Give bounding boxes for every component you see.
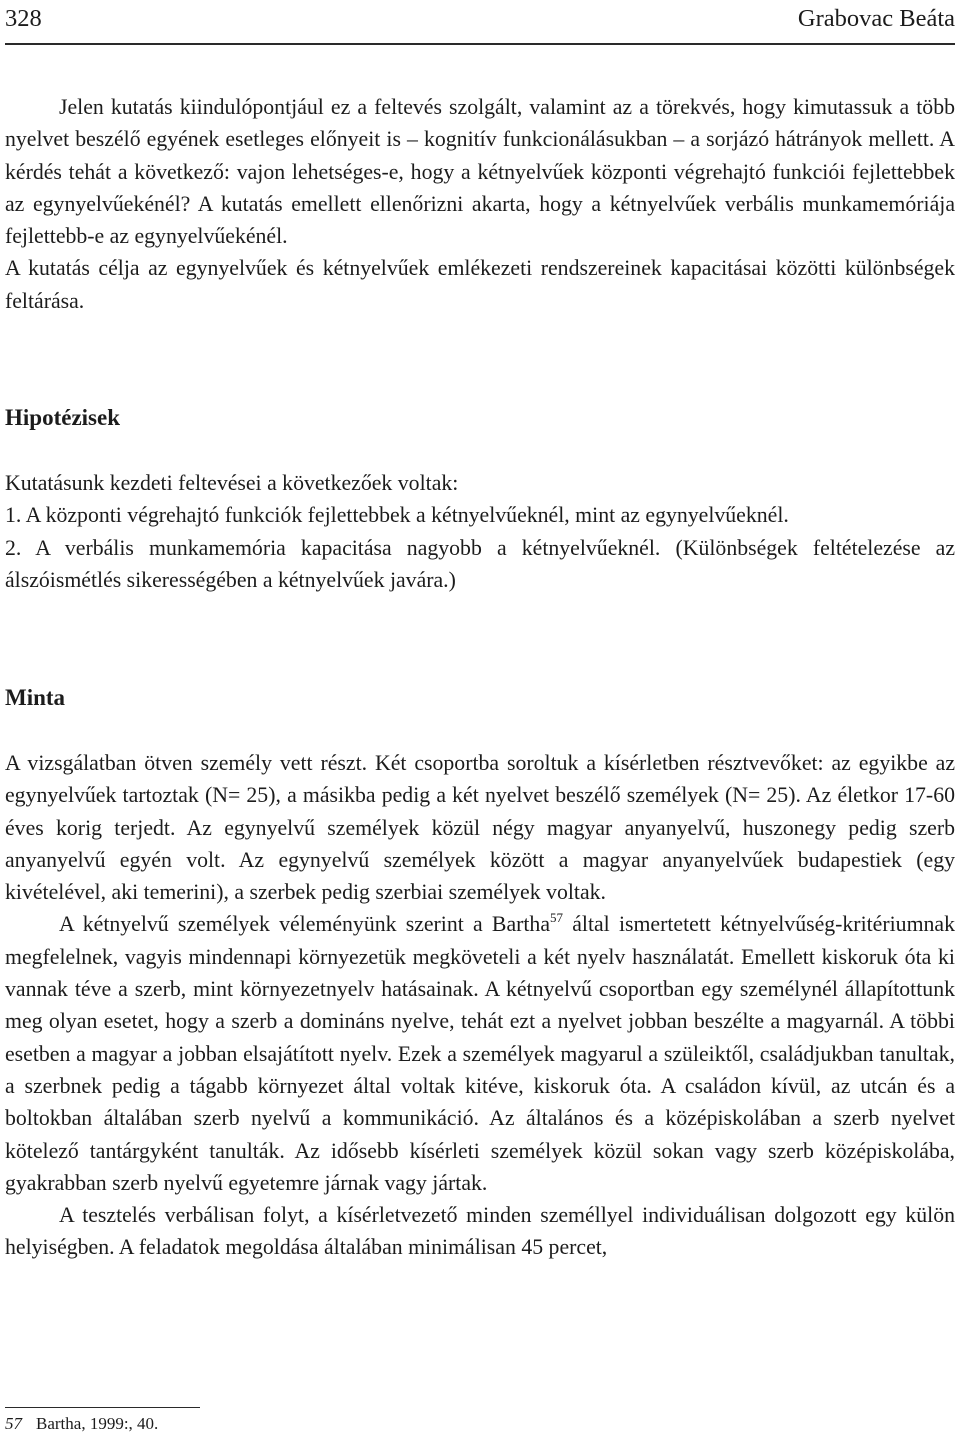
heading-hypotheses: Hipotézisek xyxy=(5,405,120,430)
sample-paragraph-1: A vizsgálatban ötven személy vett részt. Két csoportba soroltuk a kísérletben résztvevőket: az egyikbe az egynyelvűek tartoztak (N= 25), a másikba pedig a két nyelvet beszélő személyek (N= 25). Az életkor 17-60 éves korig terjedt. Az egynyelvű személyek közül négy magyar anyanyelvű, huszonegy pedig szerb anyanyelvű egyén volt. Az egynyelvű személyek között a magyar anyanyelvűek budapestiek (egy kivételével, aki temerini), a szerbek pedig szerbiai személyek voltak. xyxy=(5,751,955,905)
sample-paragraph-3: A tesztelés verbálisan folyt, a kísérletvezető minden személlyel individuálisan dolgozott egy külön helyiségben. A feladatok megoldása általában minimálisan 45 percet, xyxy=(5,1203,955,1260)
page-number: 328 xyxy=(5,5,42,32)
footnote-rule xyxy=(5,1407,200,1408)
intro-paragraph-2: A kutatás célja az egynyelvűek és kétnyelvűek emlékezeti rendszereinek kapacitásai közötti különbségek feltárása. xyxy=(5,256,955,313)
hypothesis-item-2: 2. A verbális munkamemória kapacitása nagyobb a kétnyelvűeknél. (Különbségek feltételezése az álszóismétlés sikerességében a kétnyelvűek javára.) xyxy=(5,535,955,592)
intro-paragraph-1: Jelen kutatás kiindulópontjául ez a feltevés szolgált, valamint az a törekvés, hogy kimutassuk a több nyelvet beszélő egyének esetleges előnyeit is – kognitív funkcionálásukban – a sorjázó hátrányok mellett. A kérdés tehát a következő: vajon lehetséges-e, hogy a kétnyelvűek központi végrehajtó funkciói fejlettebbek az egynyelvűekénél? A kutatás emellett ellenőrizni akarta, hogy a kétnyelvűek verbális munkamemóriája fejlettebb-e az egynyelvűekénél. xyxy=(5,95,955,249)
hypothesis-item-1: 1. A központi végrehajtó funkciók fejlettebbek a kétnyelvűeknél, mint az egynyelvűeknél. xyxy=(5,503,789,528)
sample-paragraph-2 xyxy=(5,908,955,1199)
hypotheses-lead: Kutatásunk kezdeti feltevései a következőek voltak: xyxy=(5,471,459,495)
sample-paragraph-2-start: A kétnyelvű személyek véleményünk szerint a Bartha xyxy=(59,912,551,937)
footnote-mark: 57 xyxy=(5,1414,22,1433)
footnote xyxy=(5,1412,158,1436)
header-rule xyxy=(5,43,955,45)
footnote-text: Bartha, 1999:, 40. xyxy=(36,1414,159,1433)
running-title: Grabovac Beáta xyxy=(797,5,955,32)
heading-sample: Minta xyxy=(5,685,66,710)
sample-section xyxy=(5,747,955,1264)
page-header xyxy=(5,0,955,40)
sample-paragraph-2-rest: által ismertetett kétnyelvűség-kritériumnak megfelelnek, vagyis mindennapi környezetük megköveteli a két nyelv használatát. Emellett kiskoruk óta ki vannak téve a szerb, mint környezetnyelv hatásainak. A kétnyelvű csoportban egy személynél állapítottunk meg olyan esetet, hogy a szerb a domináns nyelve, tehát ezt a nyelvet jobban beszélte a magyarnál. A többi esetben a magyar a jobban elsajátított nyelv. Ezek a személyek magyarul a szüleiktől, családjukban tanultak, a szerbnek pedig a tágabb környezet által voltak kitéve, kiskoruk óta. A családon kívül, az utcán és a boltokban általában szerb nyelvű a kommunikáció. Az általános és a középiskolában a szerb nyelvet kötelező tantárgyként tanulták. Az idősebb kísérleti személyek közül sokan vagy szerb középiskolába, gyakrabban szerb nyelvű egyetemre járnak vagy jártak. xyxy=(5,912,955,1195)
intro-section xyxy=(5,91,955,317)
footnote-reference: 57 xyxy=(550,910,564,926)
hypotheses-section xyxy=(5,467,955,596)
